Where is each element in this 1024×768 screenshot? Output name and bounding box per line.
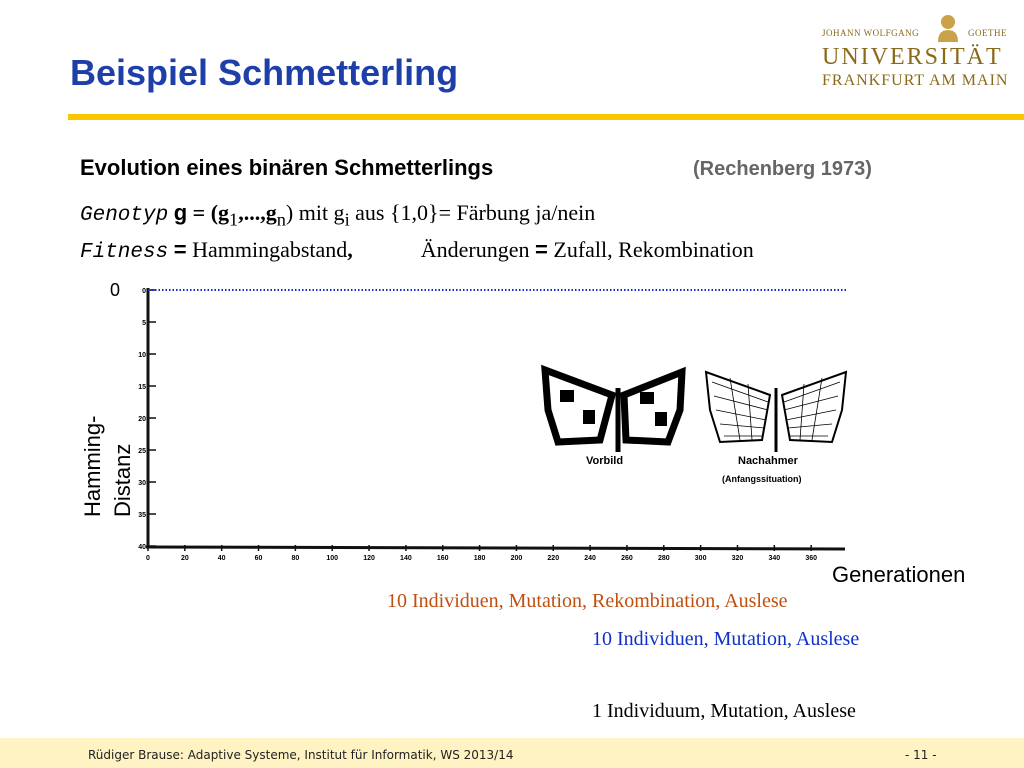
genotype-term: Genotyp [80, 204, 169, 227]
x-tick-label: 300 [694, 555, 707, 562]
y-tick-label: 5 [142, 320, 146, 327]
x-tick-label: 240 [584, 555, 596, 562]
page-number: - 11 - [905, 748, 937, 762]
slide-title: Beispiel Schmetterling [70, 52, 459, 93]
x-tick-label: 120 [363, 555, 375, 562]
genotype-dots: ,...,g [238, 200, 277, 225]
butterfly-nachahmer [706, 372, 846, 484]
zero-label: 0 [110, 280, 121, 300]
genotype-mit: mit g [293, 200, 345, 225]
nachahmer-right-wing [782, 372, 846, 442]
y-tick-label: 15 [138, 384, 146, 391]
fitness-term: Fitness [80, 241, 169, 264]
nachahmer-left-wing [706, 372, 770, 442]
footer-author: Rüdiger Brause: Adaptive Systeme, Institut für Informatik, WS 2013/14 [88, 748, 514, 762]
y-tick-label: 30 [138, 480, 146, 487]
y-axis-label-line2: Distanz [110, 443, 135, 517]
genotype-subn: n [276, 209, 286, 230]
x-tick-label: 80 [291, 555, 300, 562]
x-tick-label: 100 [326, 555, 339, 562]
x-tick-label: 0 [146, 555, 150, 562]
nachahmer-label: Nachahmer [738, 455, 798, 467]
legend-item-1: 10 Individuen, Mutation, Rekombination, Auslese [387, 590, 788, 612]
genotype-close: ) [285, 200, 294, 225]
logo-line1-left: JOHANN WOLFGANG [822, 28, 920, 38]
fitness-eq: = [173, 237, 187, 262]
logo-line2: UNIVERSITÄT [822, 44, 1003, 70]
x-tick-label: 180 [473, 555, 486, 562]
x-tick-label: 200 [510, 555, 523, 562]
nachahmer-sublabel: (Anfangssituation) [722, 474, 802, 484]
genotype-symbol: g [173, 200, 188, 225]
vorbild-pattern [560, 390, 574, 402]
genotype-rest: aus {1,0}= Färbung ja/nein [349, 200, 596, 225]
changes-eq: = [535, 237, 548, 262]
citation: (Rechenberg 1973) [693, 158, 872, 180]
y-axis-label-line1: Hamming- [80, 415, 105, 517]
y-tick-label: 40 [138, 544, 146, 551]
legend-item-3: 1 Individuum, Mutation, Auslese [592, 700, 856, 722]
genotype-sub1: 1 [229, 209, 239, 230]
vorbild-label: Vorbild [586, 455, 624, 467]
x-tick-label: 40 [217, 555, 226, 562]
changes-def: Zufall, Rekombination [547, 237, 754, 262]
butterfly-vorbild [545, 370, 682, 467]
vorbild-right-wing [624, 372, 682, 442]
x-tick-label: 320 [731, 555, 744, 562]
x-axis-label: Generationen [832, 562, 966, 587]
x-tick-label: 260 [621, 555, 633, 562]
legend-item-2: 10 Individuen, Mutation, Auslese [592, 628, 860, 650]
x-tick-label: 160 [436, 555, 449, 562]
x-tick-label: 360 [805, 555, 818, 562]
x-tick-label: 340 [768, 555, 781, 562]
x-tick-label: 220 [547, 555, 560, 562]
subheading: Evolution eines binären Schmetterlings [80, 155, 494, 180]
vorbild-left-wing [545, 370, 612, 442]
y-tick-label: 0 [142, 288, 146, 295]
y-tick-label: 35 [138, 512, 146, 519]
fitness-def: Hammingabstand [186, 237, 348, 262]
slide-footer [0, 738, 1024, 768]
genotype-eq: = (g [192, 200, 230, 225]
x-tick-label: 60 [254, 555, 263, 562]
y-tick-label: 20 [138, 416, 146, 423]
vorbild-pattern-3 [640, 392, 654, 404]
x-tick-label: 20 [180, 555, 189, 562]
vorbild-pattern-2 [583, 410, 595, 424]
genotype-subi: i [344, 209, 350, 230]
y-tick-label: 10 [138, 352, 146, 359]
changes-term: Änderungen [420, 237, 530, 262]
vorbild-pattern-4 [655, 412, 667, 426]
logo-line3: FRANKFURT AM MAIN [822, 72, 1009, 89]
x-tick-label: 140 [400, 555, 412, 562]
x-axis [146, 547, 845, 549]
logo-line1-right: GOETHE [968, 28, 1007, 38]
y-tick-label: 25 [138, 448, 146, 455]
fitness-comma: , [347, 237, 353, 262]
x-tick-label: 280 [657, 555, 670, 562]
